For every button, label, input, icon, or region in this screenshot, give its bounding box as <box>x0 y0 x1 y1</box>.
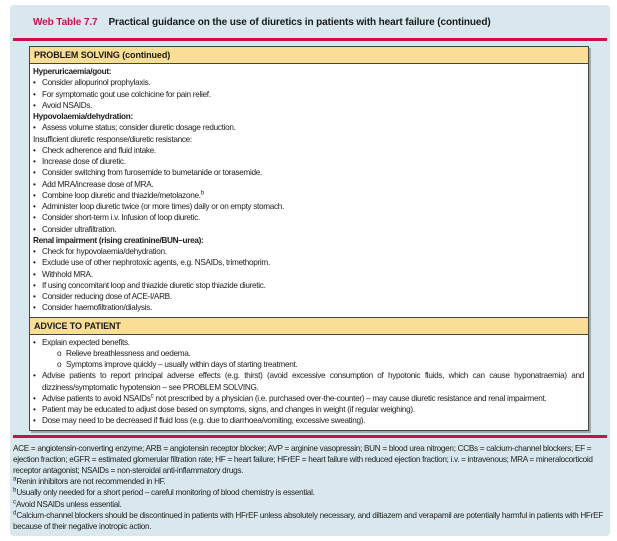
table-number: Web Table 7.7 <box>33 17 98 28</box>
list-item <box>33 291 584 302</box>
item-text: Assess volume status; consider diuretic dosage reduction. <box>42 123 236 133</box>
item-text: Explain expected benefits. <box>42 337 130 347</box>
item-subheading <box>33 235 584 246</box>
list-item <box>33 100 584 111</box>
list-item <box>33 179 584 190</box>
item-text: Symptoms improve quickly – usually within days of starting treatment. <box>66 360 298 369</box>
item-text: Administer loop diuretic twice (or more times) daily or on empty stomach. <box>42 202 285 211</box>
bullet-marker: • <box>33 168 36 178</box>
list-item <box>33 257 584 268</box>
abbreviations-text: ACE = angiotensin-converting enzyme; ARB = angiotensin receptor blocker; AVP = arginine vasopressin; BUN = blood urea nitrogen; CCBs = calcium-channel blockers; EF = ejection fraction; eGFR = estimated glomerular filtration rate; HF = heart failure; HFrEF = heart failure with reduced ejection fraction; i.v. = intravenous; MRA = mineralocorticoid receptor antagonist; NSAIDs = non-steroidal anti-inflammatory drugs. <box>13 443 593 475</box>
list-item <box>33 77 584 88</box>
list-item <box>33 269 584 280</box>
item-text: Exclude use of other nephrotoxic agents, e.g. NSAIDs, trimethoprim. <box>42 258 270 268</box>
bullet-marker: • <box>33 337 36 347</box>
list-item <box>33 145 584 156</box>
top-divider-rule <box>13 38 607 41</box>
item-subheading <box>33 66 584 77</box>
bullet-marker: • <box>33 280 36 290</box>
footnote-marker: a <box>13 476 17 483</box>
list-item <box>33 348 584 359</box>
item-text: Advise patients to avoid NSAIDs$^c$ not prescribed by a physician (i.e. purchased over-the-counter) – may cause diuretic resistance and renal impairment. <box>42 393 547 403</box>
bullet-marker: • <box>33 190 36 200</box>
list-item <box>33 122 584 133</box>
list-item <box>33 359 584 370</box>
bullet-marker: • <box>33 371 36 381</box>
item-text: Increase dose of diuretic. <box>42 157 126 166</box>
bullet-marker: • <box>33 145 36 155</box>
item-text: Dose may need to be decreased if fluid loss (e.g. due to diarrhoea/vomiting, excessive sweating). <box>42 416 366 426</box>
item-text: Hyperuricaemia/gout: <box>33 67 112 76</box>
bullet-marker: • <box>33 393 36 403</box>
section-body <box>30 335 588 430</box>
list-item <box>33 167 584 178</box>
item-text: Consider allopurinol prophylaxis. <box>42 78 151 88</box>
bullet-marker: • <box>33 202 36 211</box>
item-text: Hypovolaemia/dehydration: <box>33 112 133 121</box>
item-text: Consider reducing dose of ACE-I/ARB. <box>42 292 172 301</box>
superscript-note-ref: b <box>200 190 205 197</box>
bullet-marker: • <box>33 292 36 301</box>
item-text: Withhold MRA. <box>42 269 93 279</box>
subbullet-marker: o <box>57 360 62 369</box>
bullet-marker: • <box>33 123 36 133</box>
document-panel <box>10 5 610 536</box>
item-text: Insufficient diuretic response/diuretic resistance: <box>33 134 192 144</box>
bullet-marker: • <box>33 303 36 313</box>
list-item <box>33 393 584 404</box>
list-item <box>33 190 584 201</box>
footnote: $^c$Avoid NSAIDs unless essential. <box>13 498 122 509</box>
bullet-marker: • <box>33 179 36 189</box>
footnote: $^d$Calcium-channel blockers should be discontinued in patients with HFrEF unless absolutely necessary, and diltiazem and verapamil are potentially harmful in patients with HFrEF because of their negative inotropic action. <box>13 509 603 531</box>
item-text: Add MRA/increase dose of MRA. <box>42 179 154 189</box>
table-caption: Practical guidance on the use of diuretics in patients with heart failure (continued) <box>108 17 491 28</box>
list-item <box>33 337 584 348</box>
item-text: Relieve breathlessness and oedema. <box>66 348 191 358</box>
list-item <box>33 224 584 235</box>
list-item <box>33 89 584 100</box>
bullet-marker: • <box>33 416 36 426</box>
item-text: If using concomitant loop and thiazide diuretic stop thiazide diuretic. <box>42 280 266 290</box>
table-title-row <box>10 5 610 30</box>
item-text: Combine loop diuretic and thiazide/metolazone.$^b$ <box>42 190 205 200</box>
item-subheading <box>33 111 584 122</box>
item-subheading <box>33 134 584 145</box>
bullet-marker: • <box>33 258 36 268</box>
bullet-marker: • <box>33 269 36 279</box>
footnote: $^b$Usually only needed for a short period – careful monitoring of blood chemistry is essential. <box>13 487 315 498</box>
bullet-marker: • <box>33 224 36 234</box>
footnote-marker: b <box>13 487 17 494</box>
subbullet-marker: o <box>57 348 62 358</box>
item-text: For symptomatic gout use colchicine for pain relief. <box>42 89 211 99</box>
bullet-marker: • <box>33 405 36 414</box>
list-item <box>33 280 584 291</box>
bullet-marker: • <box>33 100 36 110</box>
item-text: Consider haemofiltration/dialysis. <box>42 303 152 313</box>
list-item <box>33 415 584 426</box>
bullet-marker: • <box>33 78 36 88</box>
bottom-divider-rule <box>13 435 607 438</box>
section-body <box>30 64 588 317</box>
list-item <box>33 246 584 257</box>
section-header: PROBLEM SOLVING (continued) <box>30 47 588 64</box>
bullet-marker: • <box>33 89 36 99</box>
item-text: Consider short-term i.v. Infusion of loop diuretic. <box>42 213 200 223</box>
footnotes-block <box>13 443 607 533</box>
section-header: ADVICE TO PATIENT <box>30 317 588 335</box>
list-item <box>33 302 584 313</box>
item-text: Patient may be educated to adjust dose based on symptoms, signs, and changes in weight (if regular weighing). <box>42 405 415 414</box>
bullet-marker: • <box>33 247 36 256</box>
list-item <box>33 212 584 223</box>
list-item <box>33 370 584 393</box>
superscript-note-ref: c <box>150 393 154 400</box>
guidance-table <box>29 46 589 431</box>
bullet-marker: • <box>33 213 36 223</box>
footnote-marker: c <box>13 498 16 505</box>
item-text: Consider switching from furosemide to bumetanide or torasemide. <box>42 168 263 178</box>
item-text: Check adherence and fluid intake. <box>42 145 156 155</box>
item-text: Check for hypovolaemia/dehydration. <box>42 247 167 256</box>
bullet-marker: • <box>33 157 36 166</box>
item-text: Advise patients to report principal adverse effects (e.g. thirst) (avoid excessive consumption of hypotonic fluids, which can cause hyponatraemia) and dizziness/symptomatic hypotension – see PROBLEM SOLVING. <box>42 371 584 392</box>
footnote: $^a$Renin inhibitors are not recommended in HF. <box>13 476 166 487</box>
list-item <box>33 156 584 167</box>
list-item <box>33 201 584 212</box>
item-text: Consider ultrafiltration. <box>42 224 117 234</box>
list-item <box>33 404 584 415</box>
item-text: Avoid NSAIDs. <box>42 100 93 110</box>
item-text: Renal impairment (rising creatinine/BUN–urea): <box>33 235 204 245</box>
footnote-marker: d <box>13 509 17 516</box>
